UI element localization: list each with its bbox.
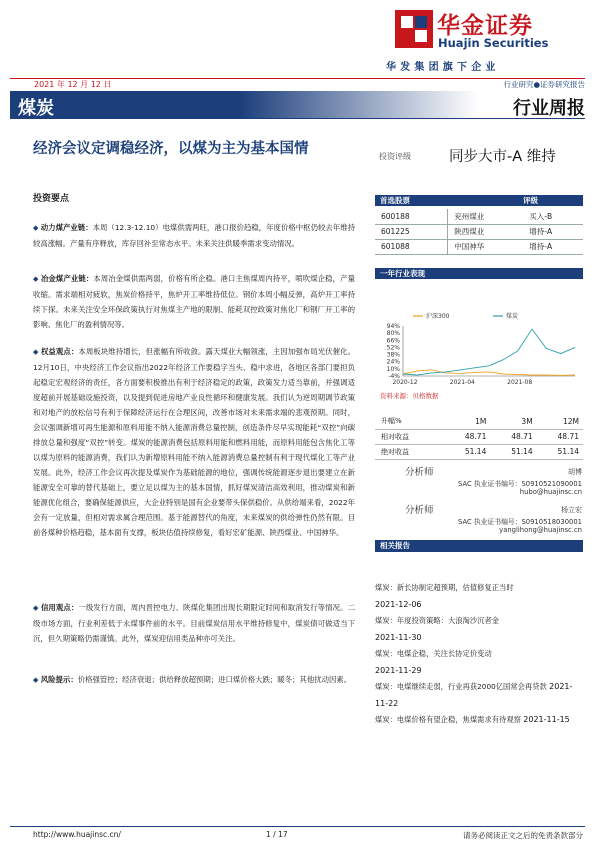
- y-tick-label: 38%: [386, 351, 400, 359]
- related-report-date: 2021-11-29: [375, 665, 422, 675]
- chart-source: 资料来源：贝格数据: [380, 392, 439, 400]
- stocks-table: [375, 209, 583, 255]
- analyst-name: 杨立宏: [561, 506, 582, 514]
- related-report-title: 煤炭：电煤价格有望企稳，焦煤需求有待观察: [375, 715, 521, 724]
- footer-disclaimer: 请务必阅读正文之后的免责条款部分: [463, 831, 583, 840]
- stock-code: 601088: [375, 239, 448, 254]
- analyst-title: 分析师: [405, 505, 434, 516]
- related-report-date: 2021-11-22: [375, 682, 573, 708]
- table-header-cell: 3M: [490, 414, 536, 429]
- report-type: 行业周报: [513, 98, 585, 119]
- table-row: [375, 444, 583, 459]
- related-report-item[interactable]: [375, 679, 583, 712]
- related-report-item[interactable]: [375, 613, 583, 646]
- table-header-cell: 12M: [537, 414, 583, 429]
- x-tick-label: 2020-12: [392, 379, 418, 386]
- stock-rating: 买入-B: [523, 209, 583, 224]
- chart-header-bar: [375, 268, 583, 279]
- performance-table: [375, 414, 583, 460]
- performance-chart: [375, 308, 583, 390]
- table-cell: 51.14: [444, 444, 490, 459]
- related-report-title: 煤炭：电煤企稳，关注长协定价变动: [375, 649, 492, 658]
- stock-name: 兖州煤业: [448, 209, 524, 224]
- bullet-keyword: 冶金煤产业链：: [40, 274, 94, 283]
- footer-url[interactable]: http://www.huajinsc.cn/: [33, 830, 121, 839]
- series-line: [403, 370, 575, 376]
- related-reports-list: [375, 580, 583, 729]
- table-cell: 51.14: [537, 444, 583, 459]
- summary-bullet: [33, 271, 355, 332]
- analyst-title: 分析师: [405, 467, 434, 478]
- analyst-email[interactable]: hubo@huajinsc.cn: [519, 488, 582, 496]
- related-report-item[interactable]: [375, 712, 583, 729]
- stock-code: 600188: [375, 209, 448, 224]
- table-row: [375, 429, 583, 444]
- sector-name: 煤炭: [18, 98, 54, 119]
- report-category: 行业研究●证券研究报告: [503, 80, 585, 89]
- bullet-keyword: 信用观点：: [40, 603, 79, 612]
- table-row: [375, 209, 583, 224]
- bullet-keyword: 动力煤产业链：: [40, 223, 93, 232]
- y-tick-label: 80%: [386, 330, 400, 338]
- analyst-cert: SAC 执业证书编号：S0910518030001: [458, 518, 582, 526]
- related-report-date: 2021-12-06: [375, 599, 422, 609]
- stocks-header-bar: [375, 195, 583, 206]
- legend-label: 煤炭: [506, 313, 519, 320]
- table-cell: 相对收益: [375, 429, 444, 444]
- table-cell: 48.71: [537, 429, 583, 444]
- series-line: [403, 329, 575, 375]
- x-tick-label: 2021-08: [507, 379, 533, 386]
- summary-bullet: [33, 600, 355, 646]
- page-number: 1 / 17: [266, 830, 288, 839]
- stock-name: 中国神华: [448, 239, 524, 254]
- company-logo: [395, 10, 433, 48]
- table-cell: 48.71: [444, 429, 490, 444]
- diamond-bullet-icon: ◆: [33, 676, 39, 684]
- summary-bullet: [33, 220, 355, 251]
- diamond-bullet-icon: ◆: [33, 604, 39, 612]
- summary-bullet: [33, 672, 355, 688]
- analyst-cert: SAC 执业证书编号：S0910521090001: [458, 480, 582, 488]
- related-report-item[interactable]: [375, 646, 583, 679]
- table-cell: 48.71: [490, 429, 536, 444]
- band-underline: [10, 118, 585, 119]
- stock-rating: 增持-A: [523, 224, 583, 239]
- related-report-date: 2021-11-15: [523, 715, 570, 724]
- bullet-text: 本周冶金煤供需两弱，价格有所企稳。港口主焦煤周内持平，喷吹煤企稳，产量收缩。需求端相对疲软，焦炭价格持平，焦炉开工率维持低位。钢价本周小幅反弹，高炉开工率持续下探。未来关注安全环保政策执行对焦煤主产地的限制、能耗双控政策对焦化厂和钢厂开工率的影响、焦化厂的盈利情况等。: [33, 274, 355, 329]
- table-header-cell: 升幅%: [375, 414, 444, 429]
- diamond-bullet-icon: ◆: [33, 275, 39, 283]
- summary-bullet: [33, 344, 355, 540]
- chart-title: 一年行业表现: [380, 269, 425, 278]
- stock-rating: 增持-A: [523, 239, 583, 254]
- bullet-text: 本周（12.3-12.10）电煤供需两旺，港口报价趋稳，年度价格中枢仍较去年维持较高涨幅。产量有序释放，库存回补至常态水平。未来关注供暖季需求变动情况。: [33, 223, 355, 248]
- bullet-text: 价格强管控；经济衰退；供给释放超预期；进口煤价格大跌；暖冬；其他扰动因素。: [77, 675, 352, 684]
- company-slogan: 华发集团旗下企业: [386, 62, 500, 73]
- stock-code: 601225: [375, 224, 448, 239]
- y-tick-label: 24%: [386, 358, 400, 366]
- table-row: [375, 224, 583, 239]
- related-report-date: 2021-11-30: [375, 632, 422, 642]
- related-report-item[interactable]: [375, 580, 583, 613]
- report-title: 经济会议定调稳经济，以煤为主为基本国情: [33, 141, 309, 157]
- report-date: 2021 年 12 月 12 日: [34, 80, 112, 89]
- related-report-title: 煤炭：电煤继续走弱，行业再获2000亿国常会再贷款: [375, 682, 547, 691]
- diamond-bullet-icon: ◆: [33, 224, 39, 232]
- bullet-keyword: 风险提示：: [40, 675, 78, 684]
- rating-label: 投资评级: [379, 152, 411, 161]
- y-tick-label: 94%: [386, 323, 400, 330]
- table-cell: 51.14: [490, 444, 536, 459]
- related-header-bar: [375, 540, 583, 552]
- legend-label: 沪深300: [426, 313, 450, 320]
- y-tick-label: 10%: [386, 365, 400, 373]
- related-report-title: 煤炭：年度投资策略：大浪淘沙沉者金: [375, 616, 500, 625]
- table-row: [375, 239, 583, 254]
- diamond-bullet-icon: ◆: [33, 348, 39, 356]
- company-name-cn: 华金证券: [437, 13, 533, 39]
- y-tick-label: 52%: [386, 344, 400, 352]
- related-report-title: 煤炭：新长协制定超预期，估值修复正当时: [375, 583, 514, 592]
- stocks-header-name: 首选股票: [380, 196, 410, 205]
- x-tick-label: 2021-04: [449, 379, 475, 386]
- stock-name: 陕西煤业: [448, 224, 524, 239]
- analyst-email[interactable]: yanglihong@huajinsc.cn: [499, 526, 582, 534]
- summary-title: 投资要点: [33, 194, 70, 204]
- y-tick-label: -4%: [388, 373, 400, 380]
- sector-band-gradient: [240, 91, 478, 118]
- rating-value: 同步大市-A 维持: [449, 149, 556, 165]
- bullet-text: 一级发行方面，周内晋控电力、陕煤化集团出现长期限定时间和取消发行等情况。二级市场方面，行业利差低于永煤事件前的水平。目前煤炭信用水平维持修复中，煤炭债可做适当下沉，但久期策略仍需谨慎。此外，煤炭迎信用类品种亦可关注。: [33, 603, 355, 643]
- related-title: 相关报告: [380, 541, 410, 550]
- table-header-cell: 1M: [444, 414, 490, 429]
- table-cell: 绝对收益: [375, 444, 444, 459]
- analyst-name: 胡博: [568, 468, 582, 476]
- company-name-en: Huajin Securities: [438, 36, 549, 50]
- bullet-keyword: 权益观点：: [40, 347, 79, 356]
- stocks-header-rating: 评级: [523, 196, 538, 205]
- table-row: [375, 414, 583, 429]
- bullet-text: 本周板块维持增长，但涨幅有所收敛。露天煤业大幅领涨，主因加强布局光伏催化。12月10日，中央经济工作会议指出2022年经济工作要稳字当头、稳中求进，各地区各部门要担负起稳定宏观经济的责任，各方面要积极推出有利于经济稳定的政策，政策发力适当靠前，并强调适度超前开展基础设施投资，以及提到促进房地产业良性循环和健康发展。我们认为逆周期调节政策和对地产的放松信号有利于保障经济运行在合理区间，改善市场对未来需求端的悲观预期。同时，会议强调新增可再生能源和原料用能不纳入能源消费总量控制，创造条件尽早实现能耗“双控”向碳排放总量和强度“双控”转变。煤炭的能源消费包括原料用能和燃料用能，而原料用能包含焦化工等以煤为原料的能源消费，我们认为新增原料用能不纳入能源消费总量控制有利于现代煤化工等产业发展。此外，经济工作会议再次提及煤炭作为基础能源的地位，强调传统能源逐步退出要建立在新能源安全可靠的替代基础上，要立足以煤为主的基本国情，抓好煤炭清洁高效利用，推动煤炭和新能源优化组合，要确保能源供应，大企业特别是国有企业要带头保供稳价。从供给端来看，2022年会有一定放量，但相对需求属合理范围。基于能源替代的角度，未来煤炭的供给弹性仍然有限。目前各煤种价格趋稳，基本面有支撑，板块估值持续修复，看好宏矿能源、陕西煤业、中国神华。: [33, 347, 355, 537]
- y-tick-label: 66%: [386, 337, 400, 345]
- footer-divider: [10, 826, 585, 827]
